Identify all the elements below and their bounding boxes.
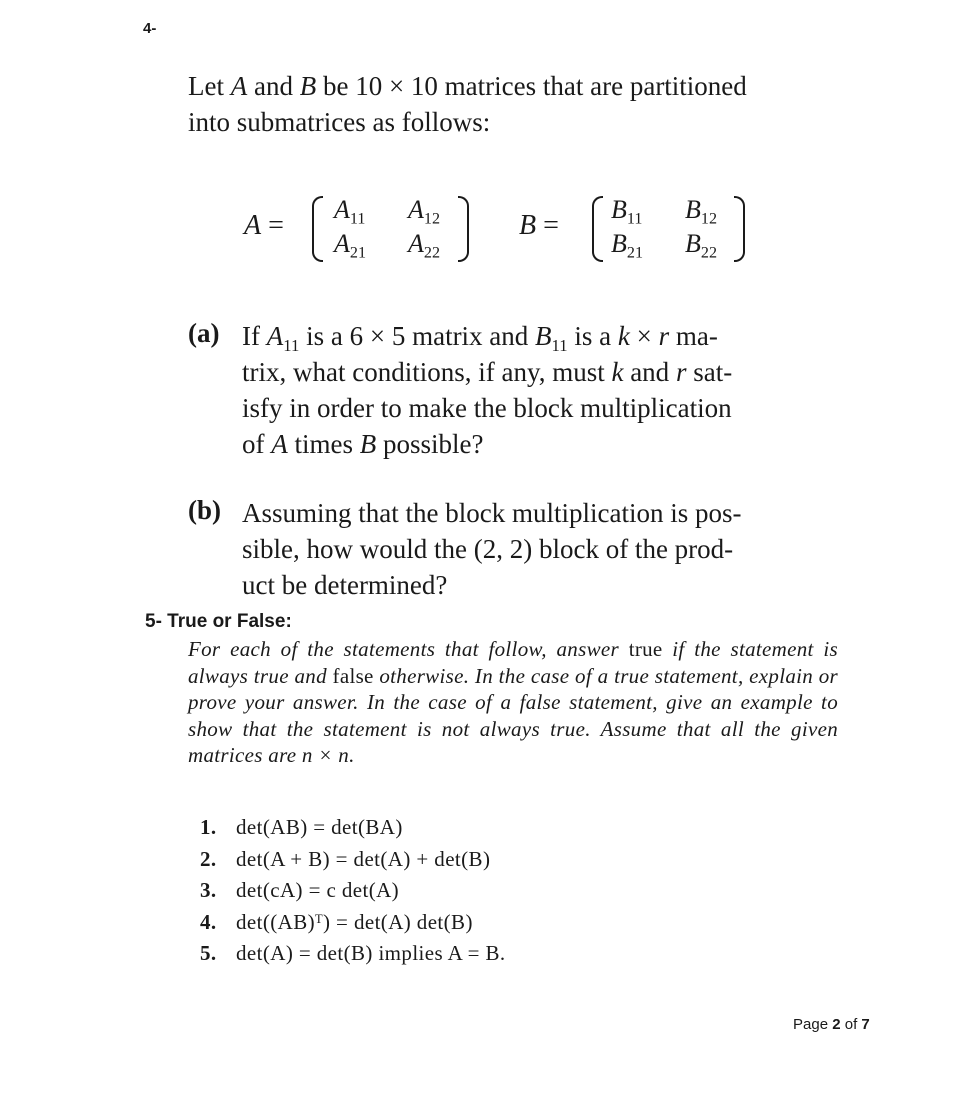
- matrix-b: $B_{11}$ $B_{12}$ $B_{21}$ $B_{22}$: [0, 0, 977, 300]
- list-item: 2. det(A + B) = det(A) + det(B): [200, 846, 491, 871]
- part-b-label: (b): [188, 495, 221, 525]
- matrix-a-symbol: A =: [244, 210, 284, 241]
- question-4-number: 4-: [143, 20, 157, 37]
- part-a-label: (a): [188, 318, 220, 348]
- matrix-b-symbol: B =: [519, 210, 559, 241]
- part-b-text: Assuming that the block multiplication is pos- sible, how would the (2, 2) block of the prod- uct be determined?: [242, 498, 742, 600]
- list-item: 3. det(cA) = c det(A): [200, 878, 400, 902]
- page-number: Page 2 of 7: [793, 1016, 870, 1033]
- list-item: 1. det(AB) = det(BA): [200, 815, 403, 839]
- question-5-heading: 5- True or False:: [145, 611, 292, 632]
- list-item: 4. det((AB)ᵀ) = det(A) det(B): [200, 909, 473, 934]
- statement-list: [200, 812, 506, 970]
- matrix-a: $A_{11}$ $A_{12}$ $A_{21}$ $A_{22}$: [0, 0, 977, 300]
- question-4-intro: Let A and B be 10 × 10 matrices that are partitioned into submatrices as follows:: [188, 71, 747, 137]
- list-item: 5. det(A) = det(B) implies A = B.: [200, 941, 506, 965]
- question-5-instructions: For each of the statements that follow, answer true if the statement is always true and false otherwise. In the case of a true statement, explain or prove your answer. In the case of a false statement, give an example to show that the statement is not always true. Assume that all the given matrices are n × n.: [188, 637, 838, 768]
- part-a-text: If $A_{11}$ is a 6 × 5 matrix and $B_{11}$ is a k × r ma- trix, what conditions, if any, must k and r sat- isfy in order to make the block multiplication of A times B possible?: [242, 321, 733, 459]
